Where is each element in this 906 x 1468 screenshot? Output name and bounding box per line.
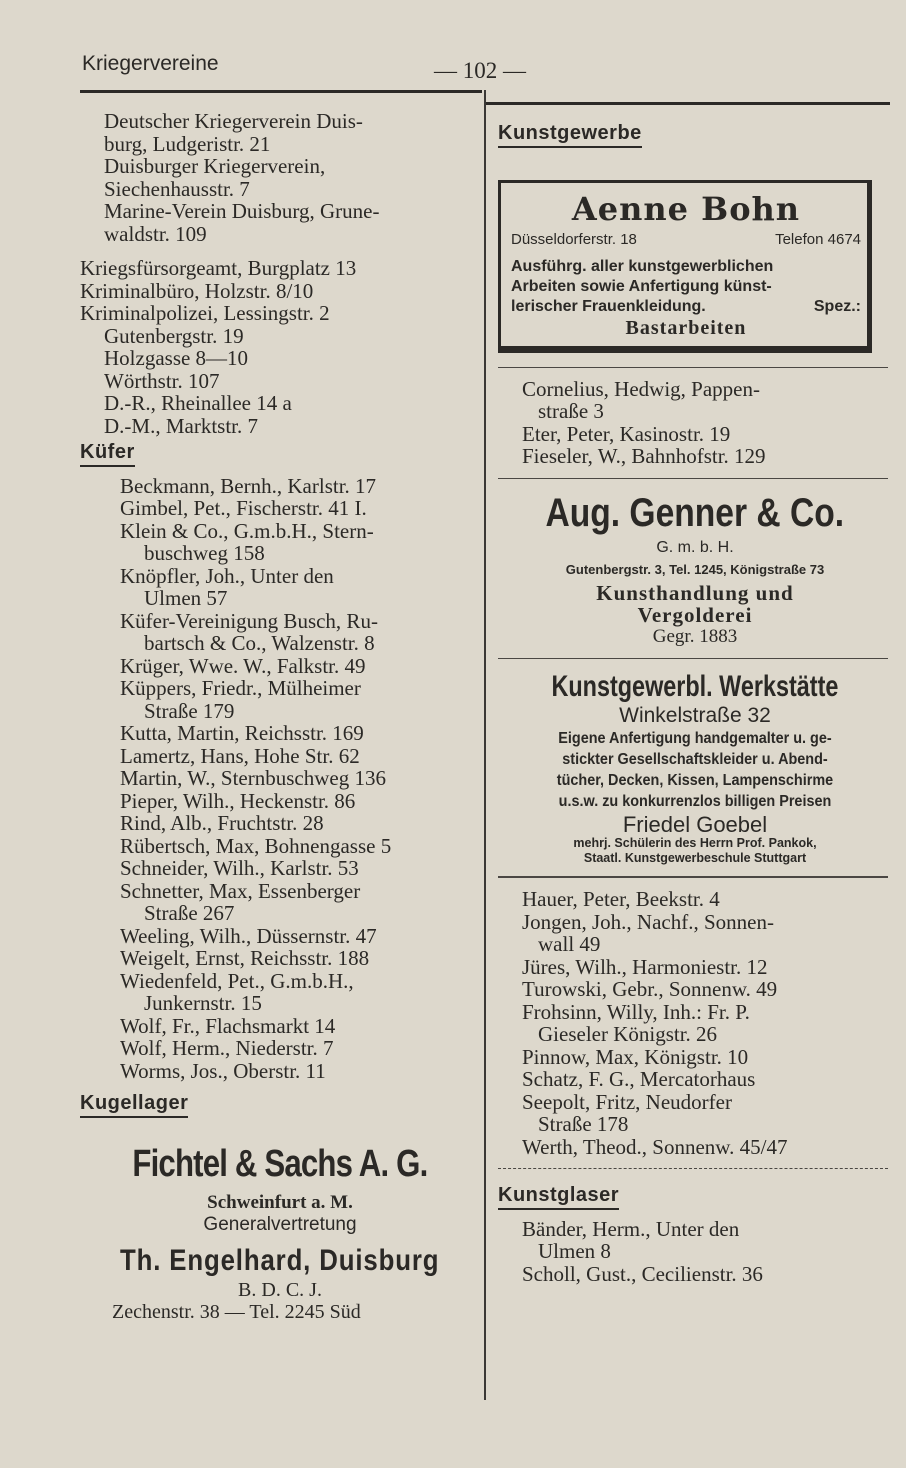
werk-desc-line: u.s.w. zu konkurrenzlos billigen Preisen: [558, 792, 832, 810]
directory-entry-line: Wolf, Herm., Niederstr. 7: [120, 1036, 334, 1060]
section-heading-kunstglaser: Kunstglaser: [498, 1184, 619, 1210]
bohn-desc-1: Ausführg. aller kunstgewerblichen: [511, 258, 774, 275]
directory-entry-line: Fieseler, W., Bahnhofstr. 129: [522, 444, 766, 468]
werkstaette-ad: [498, 669, 892, 866]
werk-name: Kunstgewerbl. Werkstätte: [551, 670, 839, 703]
directory-entry-line: Schneider, Wilh., Karlstr. 53: [120, 856, 359, 880]
directory-entry-line: Krüger, Wwe. W., Falkstr. 49: [120, 653, 366, 678]
directory-entry-line: Wörthstr. 107: [104, 368, 220, 393]
fichtel-address: Zechenstr. 38 — Tel. 2245 Süd: [112, 1301, 361, 1323]
directory-entry-line: Martin, W., Sternbuschweg 136: [120, 766, 386, 790]
directory-entry-line: Siechenhausstr. 7: [104, 176, 250, 201]
directory-entry-line: Rind, Alb., Fruchtstr. 28: [120, 811, 324, 835]
directory-entry-line: Schnetter, Max, Essenberger: [120, 878, 361, 903]
werk-desc-line: Eigene Anfertigung handgemalter u. ge-: [558, 729, 832, 747]
fichtel-city: Schweinfurt a. M.: [207, 1191, 353, 1213]
genner-ad: [498, 489, 892, 649]
fichtel-agent: Th. Engelhard, Duisburg: [120, 1243, 440, 1277]
section-heading-kuefer: Küfer: [80, 441, 135, 467]
werk-desc-line: stickter Gesellschaftskleider u. Abend-: [562, 750, 828, 768]
directory-entry-line: Straße 179: [144, 698, 235, 723]
directory-entry-line: Weigelt, Ernst, Reichsstr. 188: [120, 946, 370, 970]
directory-entry-line: D.-M., Marktstr. 7: [104, 413, 258, 438]
page-number: — 102 —: [434, 58, 526, 83]
directory-entry-line: Rübertsch, Max, Bohnengasse 5: [120, 833, 392, 858]
genner-line-1: Kunsthandlung und: [596, 580, 794, 605]
directory-entry-line: burg, Ludgeristr. 21: [104, 131, 271, 156]
kuefer-entries: [80, 475, 480, 1083]
directory-entry-line: Kriegsfürsorgeamt, Burgplatz 13: [80, 256, 357, 280]
right-column: [498, 118, 892, 1285]
column-divider: [484, 90, 486, 1400]
directory-entry-line: Pinnow, Max, Königstr. 10: [522, 1044, 749, 1069]
genner-name: Aug. Genner & Co.: [545, 490, 845, 535]
section-heading-kugellager: Kugellager: [80, 1092, 188, 1118]
divider-rule: [498, 367, 888, 368]
running-header: Kriegervereine: [82, 52, 219, 75]
directory-entry-line: Seepolt, Fritz, Neudorfer: [522, 1089, 732, 1114]
directory-entry-line: straße 3: [538, 399, 604, 423]
bohn-desc-3: lerischer Frauenkleidung.: [511, 298, 706, 315]
bohn-spec-label: Spez.:: [813, 298, 861, 315]
directory-entry-line: Knöpfler, Joh., Unter den: [120, 563, 334, 588]
bohn-phone: Telefon 4674: [775, 230, 861, 248]
werk-desc-line: tücher, Decken, Kissen, Lampenschirme: [556, 771, 834, 789]
directory-entry-line: Lamertz, Hans, Hohe Str. 62: [120, 743, 360, 768]
directory-entry-line: Straße 178: [538, 1112, 629, 1136]
werk-address: Winkelstraße 32: [619, 704, 771, 727]
divider-rule: [498, 1168, 888, 1170]
aenne-bohn-ad: [498, 180, 872, 353]
directory-entry-line: Frohsinn, Willy, Inh.: Fr. P.: [522, 999, 750, 1024]
directory-entry-line: Holzgasse 8—10: [104, 346, 249, 370]
divider-rule: [498, 876, 888, 878]
directory-entry-line: wall 49: [538, 932, 601, 956]
genner-founded: Gegr. 1883: [652, 625, 738, 647]
header-rule-right: [486, 102, 890, 105]
bohn-name: Aenne Bohn: [571, 189, 801, 228]
directory-entry-line: Gutenbergstr. 19: [104, 323, 244, 348]
kunstgewerbe-entries-b: [498, 888, 892, 1158]
directory-entry-line: Jüres, Wilh., Harmoniestr. 12: [522, 954, 768, 979]
directory-entry-line: Eter, Peter, Kasinostr. 19: [522, 421, 731, 446]
directory-entry-line: Duisburger Kriegerverein,: [104, 154, 326, 178]
section-heading-kunstgewerbe: Kunstgewerbe: [498, 122, 642, 148]
directory-entry-line: Worms, Jos., Oberstr. 11: [120, 1058, 326, 1083]
directory-entry-line: Kriminalpolizei, Lessingstr. 2: [80, 301, 330, 325]
directory-entry-line: Straße 267: [144, 901, 235, 925]
left-column: [80, 110, 480, 1324]
divider-rule: [498, 478, 888, 479]
directory-entry-line: Schatz, F. G., Mercatorhaus: [522, 1067, 756, 1091]
werk-owner: Friedel Goebel: [622, 811, 768, 837]
directory-entry-line: Wiedenfeld, Pet., G.m.b.H.,: [120, 968, 354, 993]
genner-address: Gutenbergstr. 3, Tel. 1245, Königstraße 73: [565, 562, 825, 577]
header-rule-left: [80, 90, 482, 93]
werk-description: [512, 728, 878, 812]
directory-entry-line: Jongen, Joh., Nachf., Sonnen-: [522, 909, 774, 934]
directory-entry-line: Pieper, Wilh., Heckenstr. 86: [120, 788, 356, 813]
directory-entry-line: Turowski, Gebr., Sonnenw. 49: [522, 977, 778, 1001]
directory-entry-line: bartsch & Co., Walzenstr. 8: [144, 631, 375, 655]
directory-entry-line: buschweg 158: [144, 541, 265, 565]
directory-entry-line: Wolf, Fr., Flachsmarkt 14: [120, 1013, 336, 1038]
directory-entry-line: Gimbel, Pet., Fischerstr. 41 I.: [120, 496, 367, 520]
bohn-address: Düsseldorferstr. 18: [511, 230, 637, 248]
directory-entry-line: Klein & Co., G.m.b.H., Stern-: [120, 518, 374, 543]
bohn-specialty: Bastarbeiten: [625, 317, 747, 339]
directory-entry-line: D.-R., Rheinallee 14 a: [104, 391, 292, 415]
fichtel-rep: Generalvertretung: [203, 1214, 357, 1235]
werk-note-2: Staatl. Kunstgewerbeschule Stuttgart: [583, 851, 807, 865]
bohn-desc-2: Arbeiten sowie Anfertigung künst-: [511, 278, 772, 295]
directory-entry-line: Kriminalbüro, Holzstr. 8/10: [80, 278, 314, 303]
werk-note-1: mehrj. Schülerin des Herrn Prof. Pankok,: [573, 836, 817, 850]
genner-gmbh: G. m. b. H.: [656, 538, 734, 556]
directory-entry-line: Deutscher Kriegerverein Duis-: [104, 109, 363, 133]
directory-entry-line: Marine-Verein Duisburg, Grune-: [104, 199, 380, 223]
krieger-entries: [80, 110, 480, 437]
directory-entry-line: Küppers, Friedr., Mülheimer: [120, 676, 361, 700]
directory-entry-line: Kutta, Martin, Reichsstr. 169: [120, 721, 364, 745]
divider-rule: [498, 658, 888, 659]
fichtel-name: Fichtel & Sachs A. G.: [132, 1142, 428, 1185]
directory-entry-line: Cornelius, Hedwig, Pappen-: [522, 376, 760, 401]
directory-entry-line: Küfer-Vereinigung Busch, Ru-: [120, 608, 378, 633]
directory-entry-line: Bänder, Herm., Unter den: [522, 1216, 740, 1241]
directory-entry-line: waldstr. 109: [104, 221, 207, 246]
genner-line-2: Vergolderei: [637, 602, 753, 627]
directory-entry-line: Werth, Theod., Sonnenw. 45/47: [522, 1134, 788, 1159]
directory-entry-line: Beckmann, Bernh., Karlstr. 17: [120, 473, 377, 498]
kunstglaser-entries: [498, 1218, 892, 1286]
directory-entry-line: Gieseler Königstr. 26: [538, 1022, 718, 1046]
directory-entry-line: Weeling, Wilh., Düssernstr. 47: [120, 923, 377, 948]
directory-entry-line: Hauer, Peter, Beekstr. 4: [522, 887, 720, 911]
kunstgewerbe-entries-a: [498, 378, 892, 468]
directory-entry-line: Scholl, Gust., Cecilienstr. 36: [522, 1261, 763, 1286]
fichtel-sachs-ad: [80, 1142, 480, 1324]
directory-entry-line: Ulmen 57: [144, 586, 228, 610]
fichtel-bdcj: B. D. C. J.: [238, 1278, 322, 1301]
directory-entry-line: Junkernstr. 15: [144, 991, 262, 1015]
directory-entry-line: Ulmen 8: [538, 1239, 611, 1263]
